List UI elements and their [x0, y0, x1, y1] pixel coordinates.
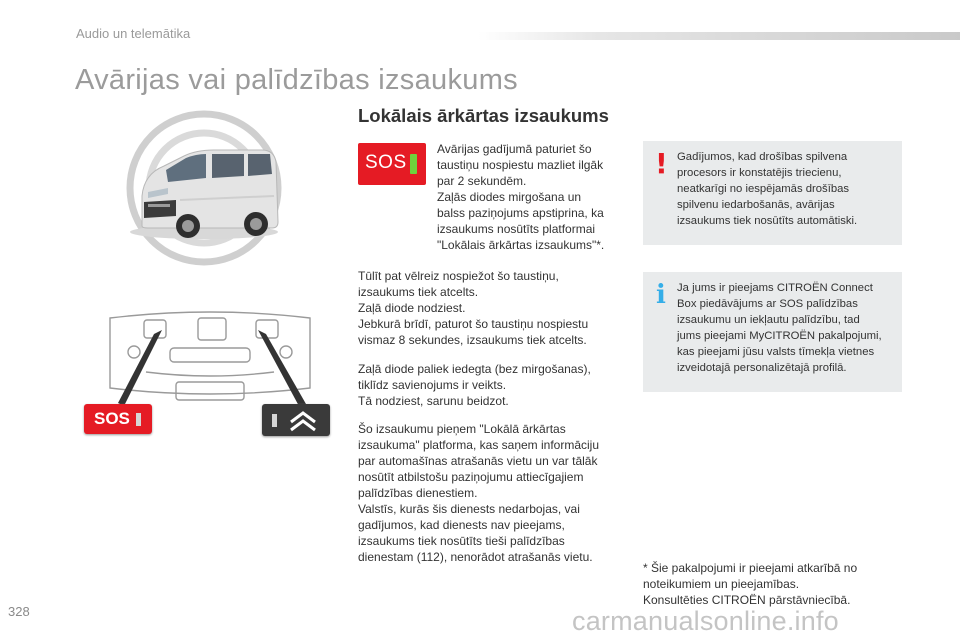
header-section-label: Audio un telemātika	[76, 26, 191, 41]
illustration-led	[136, 413, 141, 426]
sos-button-label: SOS	[365, 152, 407, 173]
van-emergency-illustration	[84, 104, 324, 272]
console-lamp-right	[256, 320, 278, 338]
console-sensor	[198, 318, 226, 340]
info-icon: i	[656, 280, 666, 310]
info-note	[643, 272, 902, 392]
paragraph-platform-info: Šo izsaukumu pieņem "Lokālā ārkārtas izsaukuma" platforma, kas saņem informāciju par automašīnas atrašanās vietu un var tālāk nosūtīt atbilstošu paziņojumu attiecīgajiem palīdzības dienestiem. Valstīs, kurās šis dienests nedarbojas, vai gadījumos, kad dienests nav pieejams, izsaukums tiek nosūtīts tieši palīdzības dienestam (112), nenorādot atrašanās vietu.	[358, 422, 600, 564]
pointer-arrows	[118, 330, 306, 408]
illustration-sos-button	[84, 404, 152, 434]
double-chevron-up-icon	[288, 410, 318, 432]
paragraph-cancel-call: Tūlīt pat vēlreiz nospiežot šo taustiņu, izsaukums tiek atcelts. Zaļā diode nodziest. Jebkurā brīdī, paturot šo taustiņu nospiestu vismaz 8 sekundes, izsaukums tiek atcelts.	[358, 269, 589, 347]
sos-green-led	[410, 154, 417, 174]
info-note-text: Ja jums ir pieejams CITROËN Connect Box piedāvājums ar SOS palīdzības izsaukumu un iekļautu palīdzību, tad jums pieejami MyCITROËN pakalpojumi, kas pieejami jūsu valsts tīmekļa vietnes izveidotajā personalizētajā profilā.	[677, 282, 882, 374]
page-number: 328	[8, 604, 30, 619]
paragraph-press-instructions: Avārijas gadījumā paturiet šo taustiņu nospiestu mazliet ilgāk par 2 sekundēm. Zaļās diodes mirgošana un balss paziņojums apstiprina, ka izsaukums nosūtīts platformai "Lokālais ārkārtas izsaukums"*.	[437, 142, 605, 252]
illustration-assistance-button	[262, 404, 330, 436]
header-divider	[478, 32, 960, 40]
exclamation-icon: !	[655, 147, 668, 180]
sos-button	[358, 143, 426, 185]
warning-note-text: Gadījumos, kad drošības spilvena procesors ir konstatējis triecienu, neatkarīgi no iespējamās drošības spilvenu iedarbošanās, avārijas izsaukums tiek nosūtīts automātiski.	[677, 151, 858, 227]
page-title: Avārijas vai palīdzības izsaukums	[75, 64, 518, 96]
paragraph-led-status: Zaļā diode paliek iedegta (bez mirgošanas), tiklīdz savienojums ir veikts. Tā nodziest, sarunu beidzot.	[358, 362, 591, 408]
footnote: * Šie pakalpojumi ir pieejami atkarībā no noteikumiem un pieejamības. Konsultēties CITROËN pārstāvniecībā.	[643, 561, 858, 607]
illustration-sos-label: SOS	[94, 409, 130, 428]
warning-note	[643, 141, 902, 245]
section-heading: Lokālais ārkārtas izsaukums	[358, 105, 609, 126]
watermark: carmanualsonline.info	[572, 606, 839, 636]
illustration-assistance-led	[272, 414, 277, 427]
